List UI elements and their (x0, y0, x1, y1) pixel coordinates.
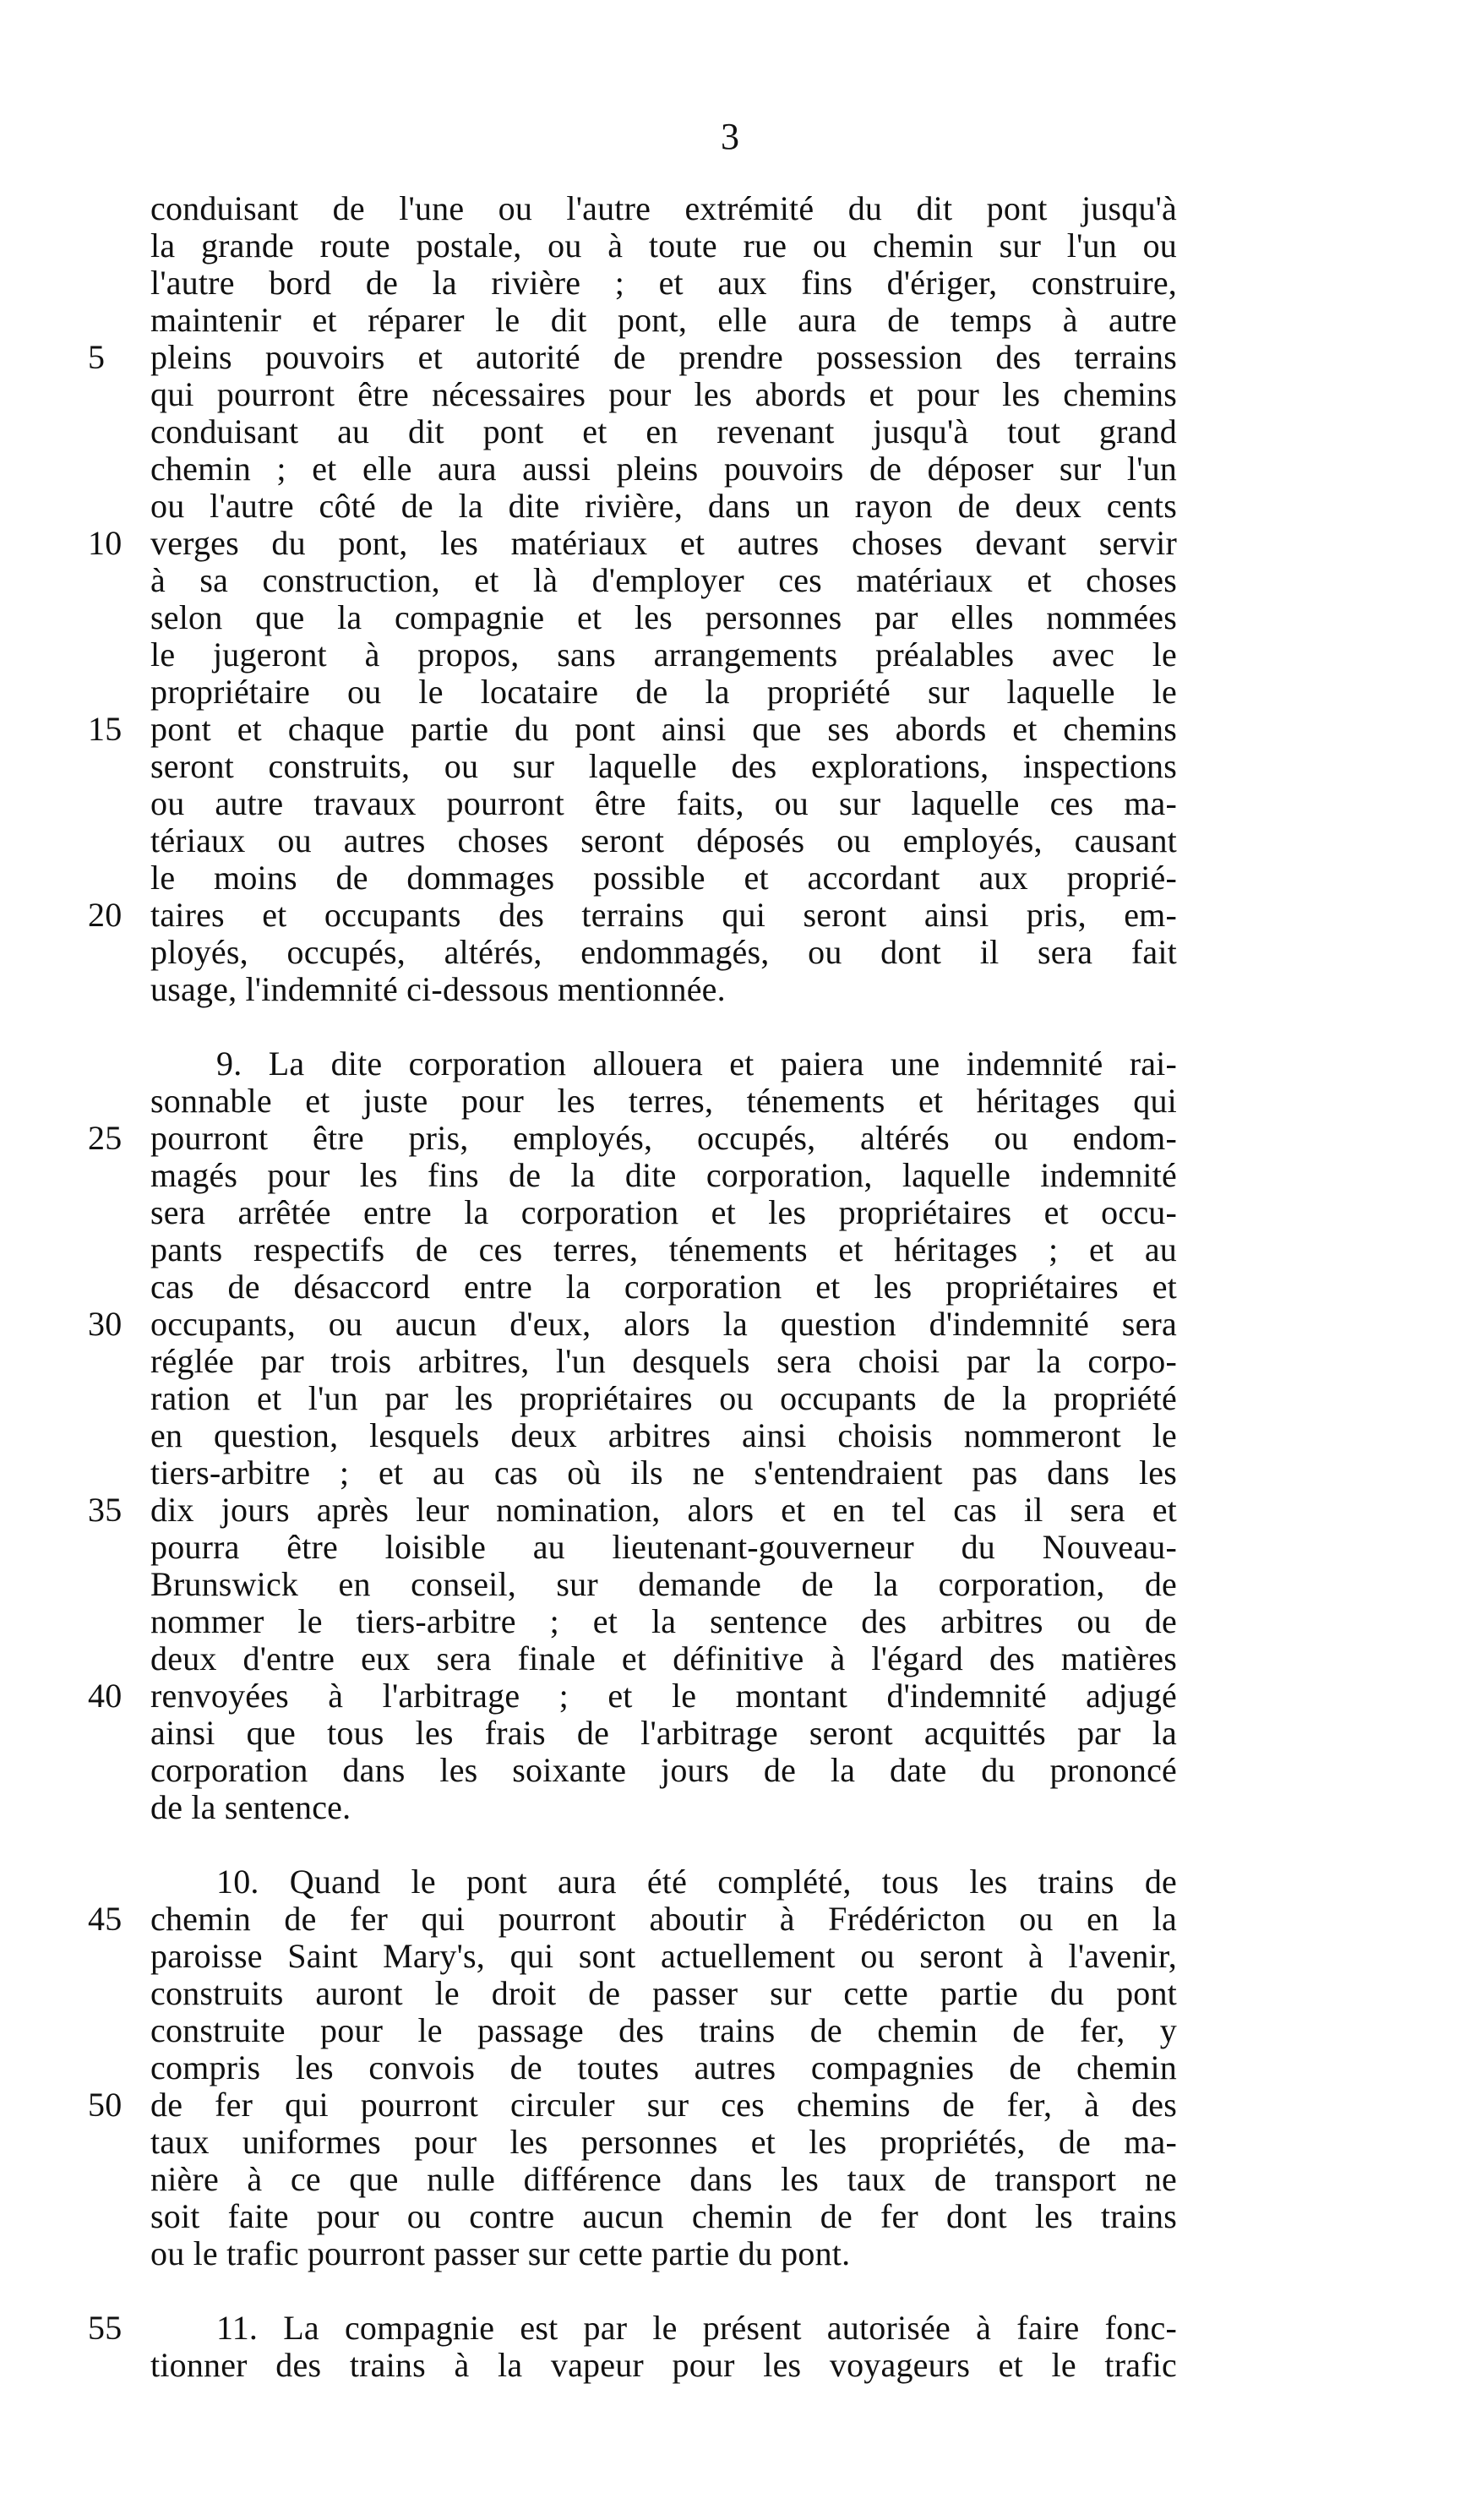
line-number: 15 (88, 710, 123, 748)
line-text: pants respectifs de ces terres, ténements et héritages ; et au (150, 1231, 1177, 1268)
paragraph (88, 1045, 1177, 1826)
text-line (150, 748, 1177, 785)
line-text: la grande route postale, ou à toute rue ou chemin sur l'un ou (150, 227, 1177, 265)
text-line (150, 2198, 1177, 2235)
line-text: tériaux ou autres choses seront déposés ou employés, causant (150, 822, 1177, 859)
line-text: de fer qui pourront circuler sur ces chemins de fer, à des (150, 2086, 1177, 2124)
line-text: ployés, occupés, altérés, endommagés, ou dont il sera fait (150, 934, 1177, 971)
line-text: 11. La compagnie est par le présent autorisée à faire fonc- (216, 2310, 1177, 2347)
line-text: ou le trafic pourront passer sur cette partie du pont. (150, 2234, 851, 2272)
text-line (150, 562, 1177, 599)
line-text: occupants, ou aucun d'eux, alors la question d'indemnité sera (150, 1306, 1177, 1343)
text-line (150, 450, 1177, 488)
text-line (88, 524, 1177, 562)
text-line (150, 2049, 1177, 2086)
paragraph (88, 2309, 1177, 2384)
text-line (150, 1343, 1177, 1380)
line-text: sera arrêtée entre la corporation et les propriétaires et occu- (150, 1194, 1177, 1231)
text-line (150, 1752, 1177, 1789)
text-line (150, 1863, 1177, 1901)
line-text: ou l'autre côté de la dite rivière, dans un rayon de deux cents (150, 488, 1177, 525)
line-text: renvoyées à l'arbitrage ; et le montant d'indemnité adjugé (150, 1677, 1177, 1715)
line-text: corporation dans les soixante jours de la date du prononcé (150, 1752, 1177, 1789)
line-number: 35 (88, 1491, 123, 1529)
line-text: magés pour les fins de la dite corporation, laquelle indemnité (150, 1157, 1177, 1194)
text-line (88, 1677, 1177, 1715)
line-text: deux d'entre eux sera finale et définitive à l'égard des matières (150, 1640, 1177, 1677)
line-text: dix jours après leur nomination, alors et en tel cas il sera et (150, 1492, 1177, 1529)
text-line (150, 599, 1177, 636)
text-line (150, 265, 1177, 302)
line-number: 45 (88, 1900, 123, 1938)
text-line (150, 1417, 1177, 1454)
line-text: chemin de fer qui pourront aboutir à Frédéricton ou en la (150, 1901, 1177, 1938)
line-text: compris les convois de toutes autres compagnies de chemin (150, 2049, 1177, 2086)
line-text: le jugeront à propos, sans arrangements préalables avec le (150, 636, 1177, 674)
text-line (150, 1231, 1177, 1268)
line-text: ou autre travaux pourront être faits, ou sur laquelle ces ma- (150, 785, 1177, 822)
text-line (150, 2124, 1177, 2161)
text-line (88, 710, 1177, 748)
line-number: 5 (88, 338, 106, 376)
text-line (88, 338, 1177, 376)
text-line (150, 302, 1177, 339)
text-line (150, 1640, 1177, 1677)
line-text: pourront être pris, employés, occupés, altérés ou endom- (150, 1120, 1177, 1157)
line-text: réglée par trois arbitres, l'un desquels sera choisi par la corpo- (150, 1343, 1177, 1380)
line-text: nommer le tiers-arbitre ; et la sentence des arbitres ou de (150, 1603, 1177, 1640)
line-text: propriétaire ou le locataire de la propriété sur laquelle le (150, 674, 1177, 711)
line-text: cas de désaccord entre la corporation et les propriétaires et (150, 1268, 1177, 1306)
paragraph (88, 1863, 1177, 2272)
line-text: en question, lesquels deux arbitres ainsi choisis nommeront le (150, 1417, 1177, 1454)
line-text: Brunswick en conseil, sur demande de la corporation, de (150, 1566, 1177, 1603)
text-line (150, 1083, 1177, 1120)
text-line (150, 859, 1177, 897)
line-text: pleins pouvoirs et autorité de prendre possession des terrains (150, 339, 1177, 376)
document-body (88, 190, 1177, 2384)
line-text: paroisse Saint Mary's, qui sont actuellement ou seront à l'avenir, (150, 1938, 1177, 1975)
line-text: selon que la compagnie et les personnes par elles nommées (150, 599, 1177, 636)
line-text: ainsi que tous les frais de l'arbitrage seront acquittés par la (150, 1715, 1177, 1752)
line-number: 10 (88, 524, 123, 562)
text-line (150, 1975, 1177, 2012)
text-line (88, 896, 1177, 934)
text-line (150, 190, 1177, 227)
text-line (150, 1454, 1177, 1492)
line-text: usage, l'indemnité ci-dessous mentionnée. (150, 970, 726, 1008)
text-line (88, 1119, 1177, 1157)
line-text: taux uniformes pour les personnes et les propriétés, de ma- (150, 2124, 1177, 2161)
line-number: 50 (88, 2086, 123, 2124)
line-text: verges du pont, les matériaux et autres choses devant servir (150, 525, 1177, 562)
line-text: tiers-arbitre ; et au cas où ils ne s'entendraient pas dans les (150, 1454, 1177, 1492)
text-line (150, 636, 1177, 674)
line-text: conduisant de l'une ou l'autre extrémité du dit pont jusqu'à (150, 190, 1177, 227)
line-text: sonnable et juste pour les terres, ténements et héritages qui (150, 1083, 1177, 1120)
text-line (150, 971, 1177, 1008)
text-line (150, 413, 1177, 450)
line-number: 20 (88, 896, 123, 934)
text-line (88, 2309, 1177, 2347)
text-line (150, 1938, 1177, 1975)
text-line (150, 376, 1177, 413)
line-number: 55 (88, 2309, 123, 2347)
paragraph (88, 190, 1177, 1008)
text-line (150, 1603, 1177, 1640)
text-line (88, 1305, 1177, 1343)
line-text: pourra être loisible au lieutenant-gouverneur du Nouveau- (150, 1529, 1177, 1566)
text-line (150, 785, 1177, 822)
line-text: maintenir et réparer le dit pont, elle aura de temps à autre (150, 302, 1177, 339)
text-line (150, 1715, 1177, 1752)
text-line (150, 1566, 1177, 1603)
line-text: seront construits, ou sur laquelle des explorations, inspections (150, 748, 1177, 785)
line-text: soit faite pour ou contre aucun chemin de fer dont les trains (150, 2198, 1177, 2235)
line-text: 10. Quand le pont aura été complété, tous les trains de (216, 1863, 1177, 1901)
text-line (150, 2347, 1177, 2384)
text-line (150, 2235, 1177, 2272)
line-text: tionner des trains à la vapeur pour les voyageurs et le trafic (150, 2347, 1177, 2384)
text-line (150, 1380, 1177, 1417)
line-text: de la sentence. (150, 1788, 351, 1826)
page-number: 3 (721, 116, 739, 157)
line-number: 40 (88, 1677, 123, 1715)
line-text: qui pourront être nécessaires pour les abords et pour les chemins (150, 376, 1177, 413)
line-text: 9. La dite corporation allouera et paiera une indemnité rai- (216, 1045, 1177, 1083)
text-line (150, 674, 1177, 711)
text-line (88, 2086, 1177, 2124)
text-line (150, 2161, 1177, 2198)
text-line (150, 1045, 1177, 1083)
line-text: à sa construction, et là d'employer ces matériaux et choses (150, 562, 1177, 599)
line-text: ration et l'un par les propriétaires ou occupants de la propriété (150, 1380, 1177, 1417)
text-line (150, 822, 1177, 859)
text-line (150, 1529, 1177, 1566)
text-line (150, 227, 1177, 265)
line-text: taires et occupants des terrains qui seront ainsi pris, em- (150, 897, 1177, 934)
line-text: construite pour le passage des trains de chemin de fer, y (150, 2012, 1177, 2049)
text-line (88, 1900, 1177, 1938)
line-number: 30 (88, 1305, 123, 1343)
text-line (150, 2012, 1177, 2049)
line-text: nière à ce que nulle différence dans les taux de transport ne (150, 2161, 1177, 2198)
line-text: le moins de dommages possible et accordant aux proprié- (150, 859, 1177, 897)
text-line (150, 488, 1177, 525)
text-line (150, 934, 1177, 971)
line-text: l'autre bord de la rivière ; et aux fins d'ériger, construire, (150, 265, 1177, 302)
text-line (150, 1157, 1177, 1194)
text-line (150, 1268, 1177, 1306)
line-number: 25 (88, 1119, 123, 1157)
text-line (150, 1194, 1177, 1231)
line-text: pont et chaque partie du pont ainsi que ses abords et chemins (150, 711, 1177, 748)
line-text: conduisant au dit pont et en revenant jusqu'à tout grand (150, 413, 1177, 450)
text-line (88, 1491, 1177, 1529)
text-line (150, 1789, 1177, 1826)
line-text: construits auront le droit de passer sur cette partie du pont (150, 1975, 1177, 2012)
line-text: chemin ; et elle aura aussi pleins pouvoirs de déposer sur l'un (150, 450, 1177, 488)
